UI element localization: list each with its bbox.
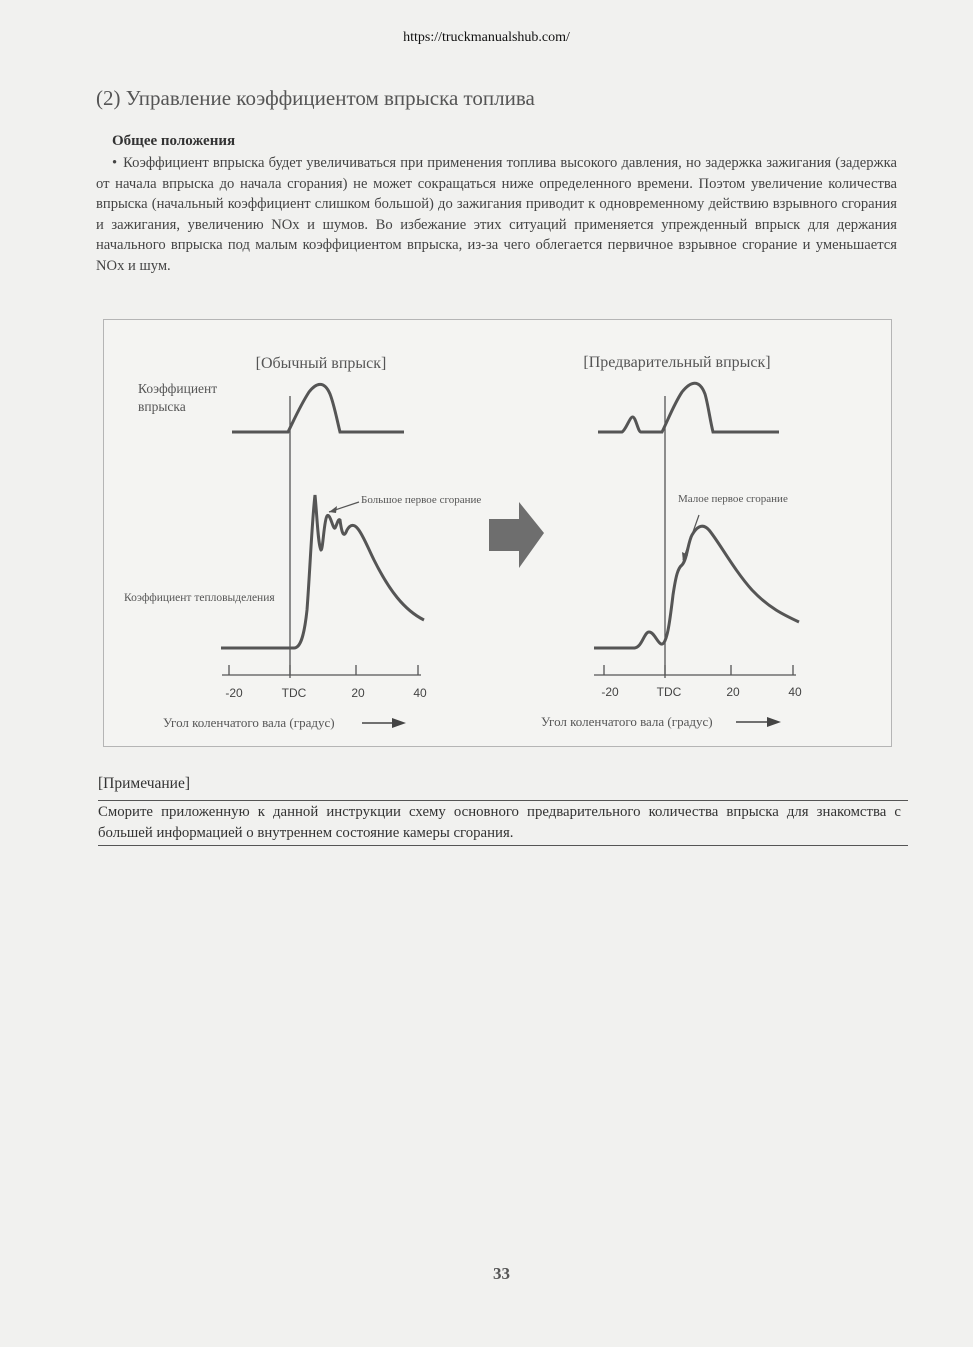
right-injection-rate-curve	[598, 383, 779, 432]
left-normal-injection-diagram	[163, 384, 481, 730]
right-annotation-leader	[683, 515, 699, 560]
left-diagram-title: [Обычный впрыск]	[255, 355, 387, 372]
left-heat-release-curve	[221, 495, 424, 648]
right-diagram-title: [Предварительный впрыск]	[583, 354, 771, 371]
note-text: Сморите приложенную к данной инструкции схему основного предварительного количества впрыска для знакомства с большей информацией о внутреннем состояние камеры сгорания.	[98, 804, 901, 841]
injection-rate-label-line1: Коэффициент	[138, 381, 218, 396]
left-axis-arrowhead	[392, 718, 406, 728]
right-x-axis-label: Угол коленчатого вала (градус)	[541, 714, 713, 729]
right-tick-label-40: 40	[788, 685, 802, 699]
source-url: https://truckmanualshub.com/	[403, 30, 570, 45]
right-axis-arrowhead	[767, 717, 781, 727]
note-label: [Примечание]	[98, 775, 191, 792]
left-tick-label-20: 20	[351, 686, 365, 700]
left-annotation: Большое первое сгорание	[361, 494, 482, 506]
overview-heading: Общее положения	[112, 133, 236, 149]
note-divider-top	[98, 800, 908, 801]
left-annotation-arrowhead	[329, 506, 337, 513]
right-tick-label-20: 20	[726, 685, 740, 699]
heat-release-rate-label: Коэффициент тепловыделения	[124, 592, 275, 604]
right-annotation: Малое первое сгорание	[678, 493, 788, 505]
left-tick-label--20: -20	[225, 686, 243, 700]
left-tick-label-40: 40	[413, 686, 427, 700]
page-number: 33	[493, 1264, 510, 1283]
bullet-marker: •	[112, 155, 118, 171]
overview-paragraph	[96, 153, 897, 277]
injection-comparison-figure	[103, 319, 892, 747]
section-title: (2) Управление коэффициентом впрыска топлива	[96, 86, 535, 110]
overview-text: Коэффициент впрыска будет увеличиваться при применения топлива высокого давления, но задержка зажигания (задержка от начала впрыска до начала сгорания) не может сокращаться ниже определенного времени. Поэтом увеличение количества впрыска (начальный коэффициент слишком большой) до зажигания приводит к одновременному действию взрывного сгорания и зажигания, увеличению NOx и шумов. Во избежание этих ситуаций применяется упрежденный впрыск для держания начального впрыска под малым коэффициентом впрыска, из-за чего облегается первичное взрывное сгорание и уменьшается NOx и шум.	[96, 155, 897, 274]
left-x-axis-label: Угол коленчатого вала (градус)	[163, 715, 335, 730]
right-tick-label-tdc: TDC	[656, 685, 682, 699]
left-injection-rate-curve	[232, 384, 404, 432]
injection-rate-label-line2: впрыска	[138, 399, 186, 414]
left-tick-label-tdc: TDC	[281, 686, 307, 700]
right-tick-label--20: -20	[601, 685, 619, 699]
right-heat-release-curve	[594, 526, 799, 648]
transition-arrow-icon	[489, 502, 544, 568]
figure-canvas	[104, 320, 891, 746]
note-divider-bottom	[98, 845, 908, 846]
right-pilot-injection-diagram	[541, 383, 802, 729]
